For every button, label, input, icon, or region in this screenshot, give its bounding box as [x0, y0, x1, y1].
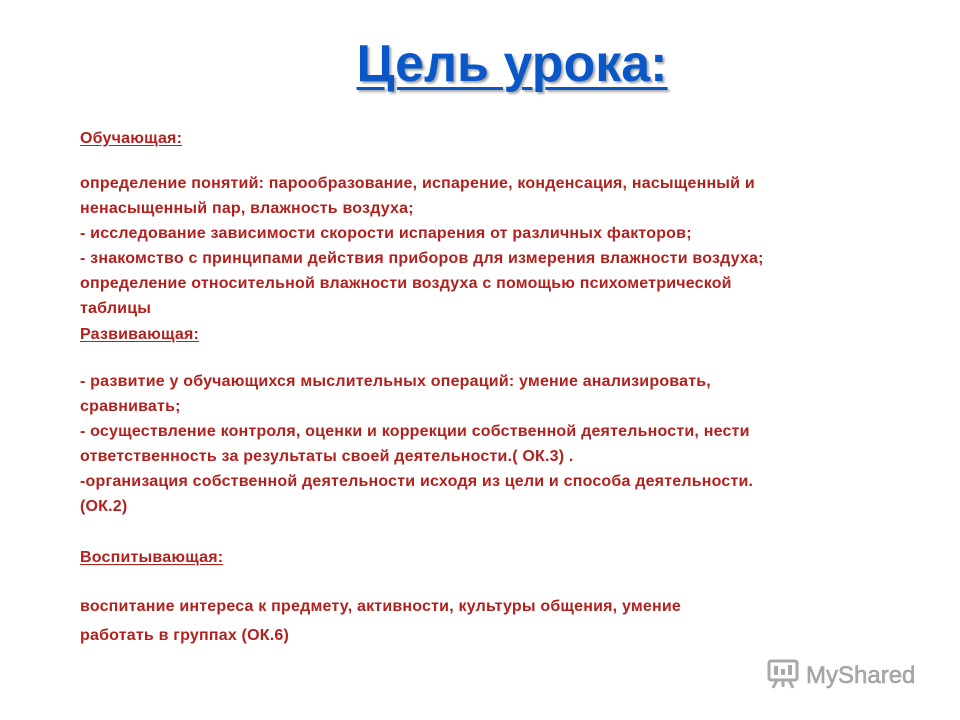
watermark [766, 656, 915, 696]
text-line: определение понятий: парообразование, испарение, конденсация, насыщенный и [80, 175, 755, 192]
text-line: воспитание интереса к предмету, активности, культуры общения, умение [80, 598, 681, 615]
slide-title: Цель урока: [356, 35, 668, 93]
text-line: (ОК.2) [80, 498, 128, 515]
text-line: сравнивать; [80, 398, 181, 415]
text-line: - осуществление контроля, оценки и коррекции собственной деятельности, нести [80, 423, 750, 440]
text-line: -организация собственной деятельности исходя из цели и способа деятельности. [80, 473, 754, 490]
text-line: таблицы [80, 300, 152, 317]
text-line: работать в группах (ОК.6) [80, 627, 289, 644]
section-body-developing [80, 369, 910, 519]
text-line: - исследование зависимости скорости испарения от различных факторов; [80, 225, 692, 242]
text-line: ненасыщенный пар, влажность воздуха; [80, 200, 414, 217]
text-line: - знакомство с принципами действия приборов для измерения влажности воздуха; [80, 250, 764, 267]
section-body-upbringing [80, 592, 910, 650]
text-line: определение относительной влажности воздуха с помощью психометрической [80, 275, 732, 292]
section-body-learning [80, 171, 910, 321]
section-heading-upbringing: Воспитывающая: [80, 549, 224, 566]
presentation-board-icon [766, 657, 800, 696]
text-line: - развитие у обучающихся мыслительных операций: умение анализировать, [80, 373, 711, 390]
section-heading-learning: Обучающая: [80, 130, 183, 147]
watermark-text: MyShared [806, 662, 916, 689]
text-line: ответственность за результаты своей деятельности.( ОК.3) . [80, 448, 574, 465]
section-heading-developing: Развивающая: [80, 326, 200, 343]
